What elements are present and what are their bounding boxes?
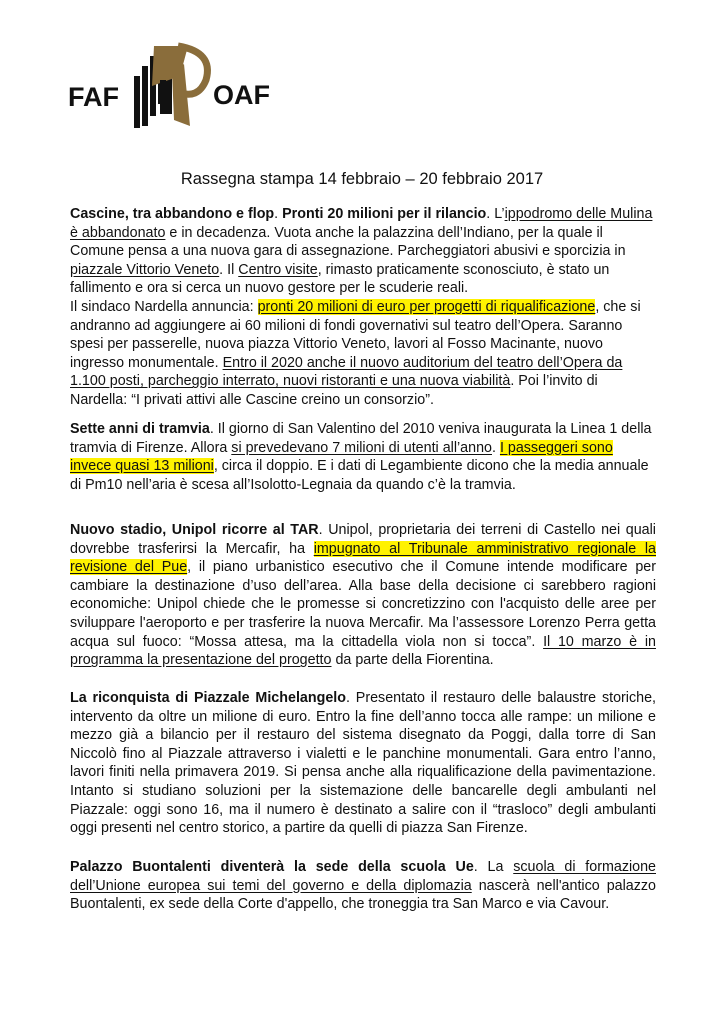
article-text: , che si andranno ad aggiungere ai 60 milioni di fondi governativi sul teatro dell’Opera. Saranno spesi per passerelle, nuova piazza Vittorio Veneto, lavori al Fosso Macinante, nuovo ingresso monumentale. (70, 298, 641, 371)
article-stadio (70, 521, 656, 670)
article-text: . Unipol, proprietaria dei terreni di Castello nei quali dovrebbe trasferirsi la Mercafir, ha (70, 522, 656, 557)
article-michelangelo (70, 689, 656, 838)
logo-left-text: FAF (68, 82, 119, 112)
article-text: L’ (494, 206, 505, 222)
underlined-phrase: Entro il 2020 anche il nuovo auditorium del teatro dell’Opera da 1.100 posti, parcheggio interrato, nuovi ristoranti e una nuova viabilità (70, 354, 623, 390)
article-headline: Palazzo Buontalenti diventerà la sede della scuola Ue (70, 859, 474, 875)
article-headline: La riconquista di Piazzale Michelangelo (70, 690, 346, 706)
article-subhead: Pronti 20 milioni per il rilancio (282, 206, 487, 222)
article-headline: Nuovo stadio, Unipol ricorre al TAR (70, 522, 319, 538)
article-text: e in decadenza. Vuota anche la palazzina dell’Indiano, per la quale il Comune pensa a una nuova gara di assegnazione. Parcheggiatori abusivi e sporcizia in (70, 224, 626, 260)
underlined-phrase: ippodromo delle Mulina è abbandonato (70, 206, 653, 241)
article-text: nascerà nell'antico palazzo Buontalenti, ex sede della Corte d'appello, che troneggia tra San Marco e via Cavour. (70, 877, 656, 913)
article-headline: Cascine, tra abbandono e flop (70, 206, 275, 222)
article-text: Il sindaco Nardella annuncia: (70, 298, 258, 315)
article-text: , il piano urbanistico esecutivo che il Comune intende modificare per cambiare la destinazione d’uso dell’area. Alla base della decisione ci sarebbero ragioni economiche: Unipol chiede che le promesse si concretizzino con l'acquisto delle aree per sviluppare l'aeroporto e per trasferire la nuova Mercafir. Ma l’assessore Lorenzo Perra getta acqua sul fuoco: “Mossa attesa, ma la cittadella viola non si tocca”. (70, 559, 656, 650)
article-headline: Sette anni di tramvia (70, 421, 210, 437)
underlined-phrase: Centro visite (238, 261, 318, 278)
page-title: Rassegna stampa 14 febbraio – 20 febbraio 2017 (180, 170, 544, 188)
highlighted-phrase: pronti 20 milioni di euro per progetti di riqualificazione (257, 298, 596, 315)
article-text: . Poi l’invito di Nardella: “I privati attivi alle Cascine creino un consorzio”. (70, 373, 598, 408)
underlined-phrase: scuola di formazione dell’Unione europea sui temi del governo e della diplomazia (70, 859, 656, 894)
article-text: . Il (219, 261, 239, 278)
underlined-phrase: si prevedevano 7 milioni di utenti all’anno (231, 439, 492, 456)
underlined-phrase: piazzale Vittorio Veneto (70, 261, 220, 278)
article-text: . Presentato il restauro delle balaustre storiche, intervento da oltre un milione di euro. Entro la fine dell’anno tocca alle rampe: un milione e mezzo già a bilancio per il restauro del sistema disegnato da Poggi, dalla torre di San Niccolò fino al Piazzale attraverso i vialetti e le panchine monumentali. Gara entro l’anno, lavori finiti nella primavera 2019. Si pensa anche alla riqualificazione della pavimentazione. Intanto si studiano soluzioni per la sistemazione delle bancarelle degli ambulanti nel Piazzale: oggi sono 16, ma il numero è destinato a salire con il “trasloco” degli ambulanti oggi presenti nel centro storico, a partire da quelli di piazza San Firenze. (70, 690, 656, 837)
faf-oaf-logo (66, 42, 281, 132)
article-tramvia (70, 420, 656, 494)
highlighted-phrase: I passeggeri sono invece quasi 13 milioni (70, 439, 613, 475)
article-cascine: Cascine, tra abbandono e flop. Pronti 20 milioni per il rilancio. L’ippodromo delle Mulina è abbandonato e in decadenza. Vuota anche la palazzina dell’Indiano, per la quale il Comune pensa a una nuova gara di assegnazione. Parcheggiatori abusivi e sporcizia in piazzale Vittorio Veneto. Il Centro visite, rimasto praticamente sconosciuto, è stato un fallimento e ora si cerca un nuovo gestore per le scuderie reali. Il sindaco Nardella annuncia: pronti 20 milioni di euro per progetti di riqualificazione, che si andranno ad aggiungere ai 60 milioni di fondi governativi sul teatro dell’Opera. Saranno spesi per passerelle, nuova piazza Vittorio Veneto, lavori al Fosso Macinante, nuovo ingresso monumentale. Entro il 2020 anche il nuovo auditorium del teatro dell’Opera da 1.100 posti, parcheggio interrato, nuovi ristoranti e una nuova viabilità. Poi l’invito di Nardella: “I privati attivi alle Cascine creino un consorzio”. (70, 206, 653, 408)
logo-emblem-mark (134, 46, 207, 128)
highlighted-phrase: impugnato al Tribunale amministrativo regionale la revisione del Pue (70, 540, 656, 576)
article-text: , rimasto praticamente sconosciuto, è stato un fallimento e ora si cerca un nuovo gestore per le scuderie reali. (70, 261, 610, 297)
article-buontalenti (70, 858, 656, 914)
article-text: , circa il doppio. E i dati di Legambiente dicono che la media annuale di Pm10 nell’aria è scesa all’Isolotto-Legnaia da quando c’è la tramvia. (70, 458, 649, 493)
article-text: . Il giorno di San Valentino del 2010 veniva inaugurata la Linea 1 della tramvia di Firenze. Allora (70, 421, 652, 456)
article-text: da parte della Fiorentina. (331, 652, 494, 669)
article-text: . La (473, 859, 514, 875)
underlined-phrase: Il 10 marzo è in programma la presentazione del progetto (70, 633, 656, 669)
logo-right-text: OAF (213, 80, 270, 110)
article-text: . (491, 439, 500, 456)
